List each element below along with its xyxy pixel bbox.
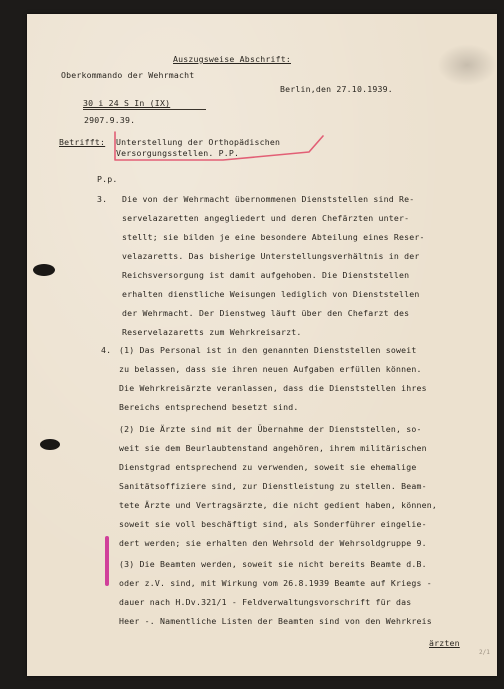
reference-number: 30 i 24 S In (IX) xyxy=(83,98,171,108)
section-4-1-line: Die Wehrkreisärzte veranlassen, dass die Dienststellen ihres xyxy=(119,383,427,393)
reference-date: 2907.9.39. xyxy=(84,115,136,125)
section-3-line: Reichsversorgung ist damit aufgehoben. Die Dienststellen xyxy=(122,270,410,280)
page-number-mark: 2/1 xyxy=(479,649,490,656)
section-4-3-line: oder z.V. sind, mit Wirkung vom 26.8.1939 Beamte auf Kriegs - xyxy=(119,578,432,588)
section-4-2-line: Sanitätsoffiziere sind, zur Dienstleistung zu stellen. Beam- xyxy=(119,481,427,491)
section-4-2-line: tete Ärzte und Vertragsärzte, die nicht gedient haben, können, xyxy=(119,500,438,510)
section-4-number: 4. xyxy=(101,345,112,355)
section-4-1-line: Bereichs entsprechend besetzt sind. xyxy=(119,402,299,412)
subject-line-2: Versorgungsstellen. P.P. xyxy=(116,148,240,158)
section-4-3-line: (3) Die Beamten werden, soweit sie nicht bereits Beamte d.B. xyxy=(119,559,427,569)
section-3-line: stellt; sie bilden je eine besondere Abteilung eines Reser- xyxy=(122,232,425,242)
section-3-line: velazaretts. Das bisherige Unterstellungsverhältnis in der xyxy=(122,251,420,261)
subject-line-1: Unterstellung der Orthopädischen xyxy=(116,137,281,147)
section-3-number: 3. xyxy=(97,194,108,204)
section-3-line: der Wehrmacht. Der Dienstweg läuft über den Chefarzt des xyxy=(122,308,410,318)
document-title: Auszugsweise Abschrift: xyxy=(173,54,291,64)
subject-label: Betrifft: xyxy=(59,137,106,147)
section-4-2-line: dert werden; sie erhalten den Wehrsold der Wehrsoldgruppe 9. xyxy=(119,538,427,548)
section-4-3-line: Heer -. Namentliche Listen der Beamten sind von den Wehrkreis xyxy=(119,616,432,626)
pp-marker: P.p. xyxy=(97,174,118,184)
section-3-line: erhalten dienstliche Weisungen lediglich von Dienststellen xyxy=(122,289,420,299)
section-3-line: servelazaretten angegliedert und deren Chefärzten unter- xyxy=(122,213,410,223)
section-4-1-line: (1) Das Personal ist in den genannten Dienststellen soweit xyxy=(119,345,417,355)
section-4-3-line: dauer nach H.Dv.321/1 - Feldverwaltungsvorschrift für das xyxy=(119,597,412,607)
red-pencil-mark xyxy=(27,14,497,174)
punch-hole-bottom xyxy=(40,439,60,450)
section-4-2-line: weit sie dem Beurlaubtenstand angehören, ihrem militärischen xyxy=(119,443,427,453)
document-page xyxy=(27,14,497,676)
section-4-2-line: Dienstgrad entsprechend zu verwenden, soweit sie ehemalige xyxy=(119,462,417,472)
sender-line: Oberkommando der Wehrmacht xyxy=(61,70,195,80)
section-3-line: Reservelazaretts zum Wehrkreisarzt. xyxy=(122,327,302,337)
place-date: Berlin,den 27.10.1939. xyxy=(280,84,393,94)
pink-margin-mark xyxy=(105,536,109,586)
section-4-1-line: zu belassen, dass sie ihren neuen Aufgaben erfüllen können. xyxy=(119,364,422,374)
section-4-2-line: (2) Die Ärzte sind mit der Übernahme der Dienststellen, so- xyxy=(119,424,422,434)
section-3-line: Die von der Wehrmacht übernommenen Dienststellen sind Re- xyxy=(122,194,415,204)
punch-hole-top xyxy=(33,264,55,276)
catchword: ärzten xyxy=(429,638,460,648)
section-4-2-line: soweit sie voll beschäftigt sind, als Sonderführer eingelie- xyxy=(119,519,427,529)
